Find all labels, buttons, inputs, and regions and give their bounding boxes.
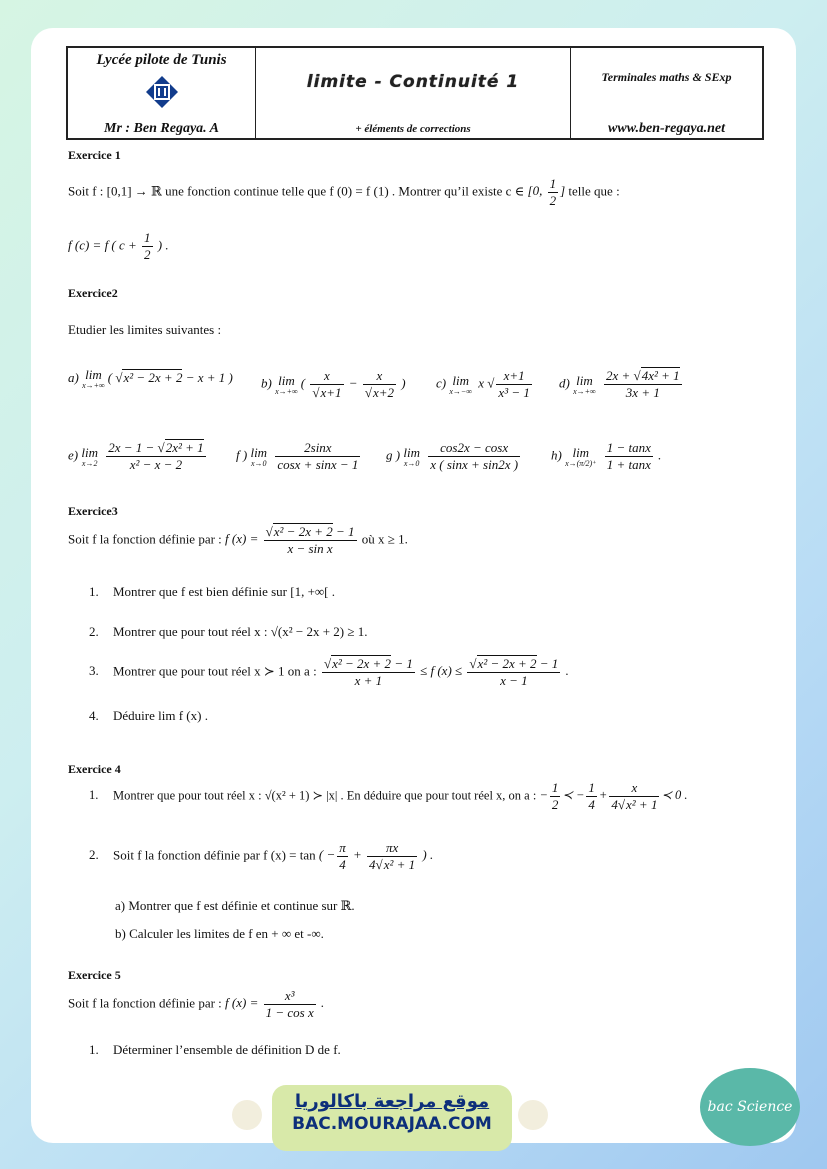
ex4-qa: a) Montrer que f est définie et continue sur ℝ. [115, 898, 355, 913]
ex2-limit-a: a) lim x→+∞ ( √x² − 2x + 2 − x + 1 ) [68, 367, 233, 390]
ex4-q2-text: Soit f la fonction définie par f (x) = tan [113, 847, 316, 863]
ex3-q3: 3. Montrer que pour tout réel x ≻ 1 on a : $\frac{\text{√x² − 2x + 2 − 1}}{x + 1}$ ≤ f (x) ≤ $\frac{\text{√x² − 2x + 2 − 1}}{x - 1}$ . [89, 656, 569, 688]
exercise-1-title: Exercice 1 [68, 148, 121, 162]
ex2-intro: Etudier les limites suivantes : [68, 322, 222, 337]
ex5-intro: Soit f la fonction définie par : [68, 995, 222, 1011]
ex3-intro-line: Soit f la fonction définie par : f (x) = $\frac{\text{√x² − 2x + 2 − 1}}{\text{x − sin x}}$ où x ≥ 1. [68, 524, 408, 556]
ex3-q2: 2. Montrer que pour tout réel x : √(x² − 2x + 2) ≥ 1. [89, 624, 368, 639]
exercise-2-title: Exercice2 [68, 286, 118, 300]
ex2-limit-e: e) lim x→2 $\frac{\text{2x − 1 − √2x² + 1}}{\text{x² − x − 2}}$ [68, 440, 204, 472]
footer-arabic-title: موقع مراجعة باكالوريا [294, 1091, 490, 1112]
footer-site-link[interactable]: BAC.MOURAJAA.COM [292, 1114, 492, 1134]
header-class-cell [571, 48, 762, 119]
ex2-limit-h: h) lim x→(π/2)⁺ $\frac{1 - \tan x}{1 + \tan x}$ . [551, 440, 662, 472]
ex3-intro: Soit f la fonction définie par : [68, 531, 222, 547]
document-page [31, 28, 796, 1143]
exercise-4-title: Exercice 4 [68, 762, 121, 776]
ex3-q4: 4. Déduire lim f (x) . [89, 708, 208, 723]
exercise-1-statement [68, 176, 620, 209]
ex2-limit-f: f ) lim x→0 $\frac{2\sin x}{\cos x + \sin x - 1}$ [236, 440, 359, 472]
footer-logo-right-icon [518, 1100, 548, 1130]
ex3-q4-text: Déduire lim f (x) . [113, 708, 208, 723]
ex2-limit-d: d) lim x→+∞ $\frac{\text{2x + √4x² + 1}}{3x + 1}$ [559, 368, 680, 400]
header-school-cell [68, 48, 256, 119]
ex3-domain: où x ≥ 1. [361, 531, 408, 547]
exercise-5-title: Exercice 5 [68, 968, 121, 982]
ex5-intro-line: Soit f la fonction définie par : f (x) = $\frac{\text{x³}}{\text{1 − cos x}}$ . [68, 988, 325, 1020]
footer-banner[interactable] [272, 1085, 512, 1151]
ex5-q1: 1. Déterminer l’ensemble de définition D de f. [89, 1042, 341, 1057]
ex2-limit-g: g ) lim x→0 $\frac{\cos 2x - \cos x}{x ( \sin x + \sin 2x )}$ [386, 440, 519, 472]
ex3-q2-text: Montrer que pour tout réel x : √(x² − 2x + 2) ≥ 1. [113, 624, 368, 639]
header-title-cell [256, 48, 571, 119]
ex1-equation: f (c) = f ( c + $\frac{1}{2}$ ) . [68, 230, 169, 262]
ex4-q1-text: Montrer que pour tout réel x : √(x² + 1) ≻ |x| . En déduire que pour tout réel x, on a : [113, 788, 537, 803]
teacher-name: Mr : Ben Regaya. A [68, 119, 256, 139]
ex2-limit-b: b) lim x→+∞ ( $\frac{x}{√x+1}$ − $\frac{x}{√x+2}$ ) [261, 368, 406, 400]
exercise-3-title: Exercice3 [68, 504, 118, 518]
ex5-q1-text: Déterminer l’ensemble de définition D de f. [113, 1042, 341, 1057]
ex4-qb: b) Calculer les limites de f en + ∞ et -∞. [115, 926, 324, 941]
ex2-limit-c: c) lim x→−∞ x √ $\frac{x+1}{\text{x³ − 1}}$ [436, 368, 530, 400]
school-logo-icon [145, 75, 179, 109]
bac-science-badge: bac Science [700, 1068, 800, 1146]
header-table [66, 46, 764, 140]
ex3-q3-text: Montrer que pour tout réel x ≻ 1 on a : [113, 663, 317, 679]
website-link[interactable]: www.ben-regaya.net [608, 121, 725, 136]
ex1-line1a: Soit f : [0,1] → ℝ une fonction continue telle que f (0) = f (1) . Montrer qu’il existe c ∈ [68, 183, 525, 199]
school-name: Lycée pilote de Tunis [96, 52, 227, 68]
ex4-q2: 2. Soit f la fonction définie par f (x) = tan ( − $\frac{\pi}{4}$ + $\frac{\pi x}{\text{4√x² + 1}}$ ) . [89, 840, 434, 872]
ex1-line1b: telle que : [568, 183, 620, 199]
subtitle: + éléments de corrections [256, 119, 571, 139]
page-title: limite - Continuité 1 [306, 72, 520, 92]
footer-logo-left-icon [232, 1100, 262, 1130]
ex1-interval: [0, $\frac{1}{2}$ ] [527, 176, 569, 208]
ex4-q1: 1. Montrer que pour tout réel x : √(x² + 1) ≻ |x| . En déduire que pour tout réel x, on a : − $\frac{1}{2}$ ≺ − $\frac{1}{4}$ + $\frac{x}{\text{4√x² + 1}}$ ≺ 0 . [89, 780, 688, 812]
class-label: Terminales maths & SExp [601, 70, 732, 84]
ex3-q1-text: Montrer que f est bien définie sur [1, +∞[ . [113, 584, 336, 599]
ex3-q1: 1. Montrer que f est bien définie sur [1, +∞[ . [89, 584, 336, 599]
